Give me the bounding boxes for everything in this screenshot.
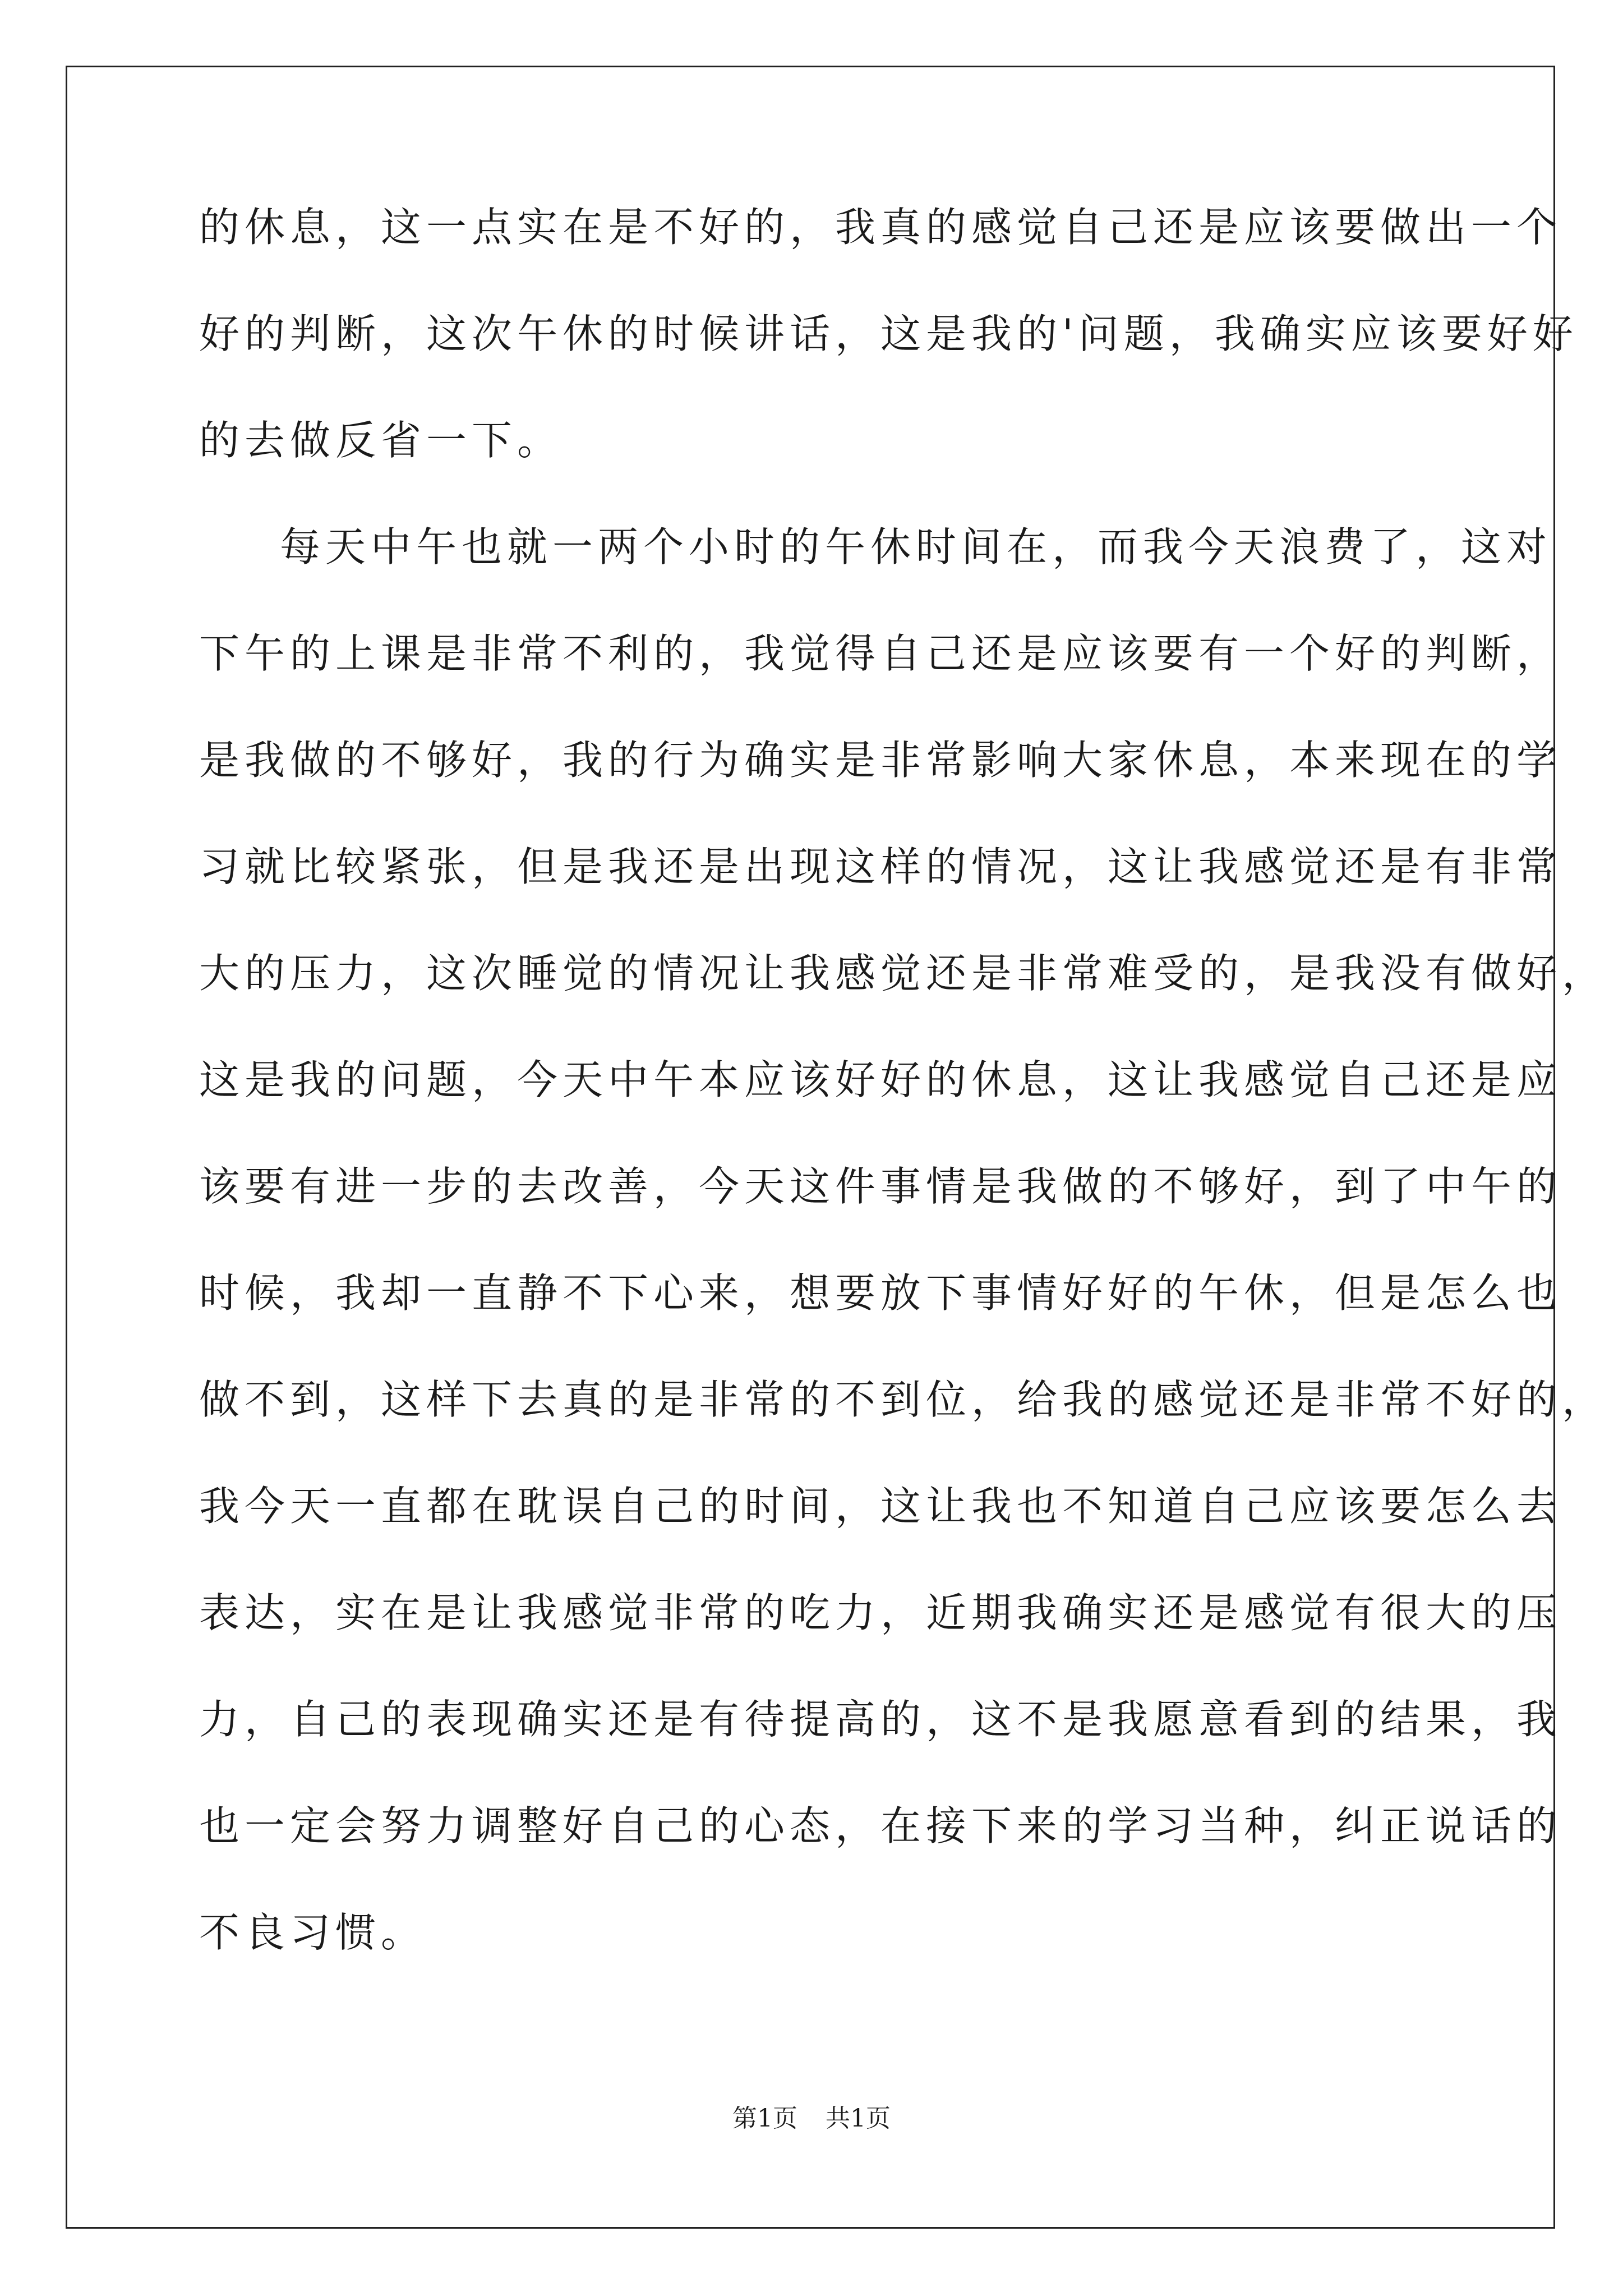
text-line: 表达，实在是让我感觉非常的吃力，近期我确实还是感觉有很大的压 xyxy=(199,1589,1562,1636)
text-line: 的去做反省一下。 xyxy=(199,417,563,464)
text-line: 我今天一直都在耽误自己的时间，这让我也不知道自己应该要怎么去 xyxy=(199,1483,1562,1530)
document-body xyxy=(199,202,1608,2014)
text-line: 习就比较紧张，但是我还是出现这样的情况，这让我感觉还是有非常 xyxy=(199,843,1562,890)
page-footer xyxy=(0,2098,1623,2134)
page-number-total: 共1页 xyxy=(826,2104,891,2133)
text-line: 做不到，这样下去真的是非常的不到位，给我的感觉还是非常不好的， xyxy=(199,1376,1608,1423)
text-line: 的休息，这一点实在是不好的，我真的感觉自己还是应该要做出一个 xyxy=(199,204,1562,251)
text-line: 这是我的问题，今天中午本应该好好的休息，这让我感觉自己还是应 xyxy=(199,1056,1562,1103)
text-line: 不良习惯。 xyxy=(199,1909,427,1956)
text-line: 力，自己的表现确实还是有待提高的，这不是我愿意看到的结果，我 xyxy=(199,1696,1562,1743)
text-line: 大的压力，这次睡觉的情况让我感觉还是非常难受的，是我没有做好， xyxy=(199,950,1608,997)
text-line: 是我做的不够好，我的行为确实是非常影响大家休息，本来现在的学 xyxy=(199,737,1562,784)
text-line: 下午的上课是非常不利的，我觉得自己还是应该要有一个好的判断， xyxy=(199,630,1562,677)
page-number-current: 第1页 xyxy=(732,2104,797,2133)
text-line: 好的判断，这次午休的时候讲话，这是我的'问题，我确实应该要好好 xyxy=(199,310,1578,357)
text-line: 每天中午也就一两个小时的午休时间在，而我今天浪费了，这对 xyxy=(280,523,1552,570)
text-line: 该要有进一步的去改善，今天这件事情是我做的不够好，到了中午的 xyxy=(199,1163,1562,1210)
text-line: 时候，我却一直静不下心来，想要放下事情好好的午休，但是怎么也 xyxy=(199,1269,1562,1317)
text-line: 也一定会努力调整好自己的心态，在接下来的学习当种，纠正说话的 xyxy=(199,1802,1562,1849)
